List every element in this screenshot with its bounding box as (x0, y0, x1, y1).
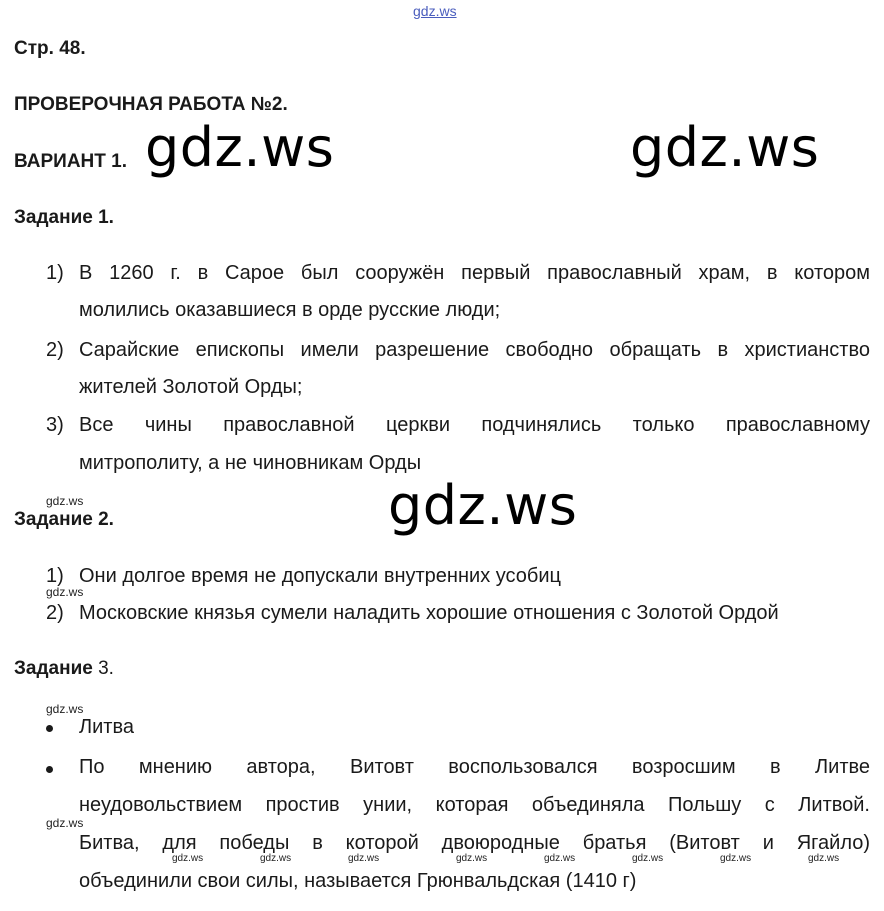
task2-title: Задание 2. (14, 509, 114, 530)
page-label: Стр. 48. (14, 38, 86, 59)
watermark-tiny: gdz.ws (348, 853, 380, 864)
item-number: 2) (46, 602, 64, 624)
item-line: Они долгое время не допускали внутренних усобиц (79, 565, 561, 587)
watermark-small: gdz.ws (46, 585, 84, 599)
task3-title-word: Задание (14, 658, 93, 679)
task3-title-num: 3. (92, 658, 114, 679)
item-line: молились оказавшиеся в орде русские люди; (79, 299, 501, 321)
item-number: 1) (46, 565, 64, 587)
item-line: Московские князья сумели наладить хорошие отношения с Золотой Ордой (79, 602, 779, 624)
bullet-icon (46, 766, 53, 773)
bullet-line: По мнению автора, Витовт воспользовался возросшим в Литве (79, 756, 870, 778)
bullet-icon (46, 725, 53, 732)
item-number: 2) (46, 339, 64, 361)
watermark-tiny: gdz.ws (720, 853, 752, 864)
item-line: митрополиту, а не чиновникам Орды (79, 452, 422, 474)
task3-title (14, 658, 114, 680)
watermark-large-1: gdz.ws (145, 116, 335, 179)
variant-label: ВАРИАНТ 1. (14, 151, 127, 172)
item-line: Все чины православной церкви подчинялись только православному (79, 414, 870, 436)
watermark-tiny: gdz.ws (172, 853, 204, 864)
watermark-large-3: gdz.ws (388, 474, 578, 537)
watermark-tiny: gdz.ws (808, 853, 840, 864)
watermark-small: gdz.ws (46, 816, 84, 830)
bullet-line: объединили свои силы, называется Грюнвальдская (1410 г) (79, 870, 637, 892)
watermark-small: gdz.ws (46, 494, 84, 508)
bullet-line: Битва, для победы в которой двоюродные братья (Витовт и Ягайло) (79, 832, 870, 854)
watermark-tiny: gdz.ws (260, 853, 292, 864)
item-line: В 1260 г. в Сарое был сооружён первый православный храм, в котором (79, 262, 870, 284)
watermark-top[interactable]: gdz.ws (413, 3, 457, 19)
bullet-line: Литва (79, 716, 134, 738)
task1-title: Задание 1. (14, 207, 114, 228)
bullet-line: неудовольствием простив унии, которая объединяла Польшу с Литвой. (79, 794, 870, 816)
item-number: 1) (46, 262, 64, 284)
item-line: жителей Золотой Орды; (79, 376, 303, 398)
watermark-small: gdz.ws (46, 702, 84, 716)
item-number: 3) (46, 414, 64, 436)
watermark-large-2: gdz.ws (630, 116, 820, 179)
watermark-tiny: gdz.ws (456, 853, 488, 864)
watermark-tiny: gdz.ws (632, 853, 664, 864)
item-line: Сарайские епископы имели разрешение свободно обращать в христианство (79, 339, 870, 361)
work-title: ПРОВЕРОЧНАЯ РАБОТА №2. (14, 94, 288, 115)
watermark-tiny: gdz.ws (544, 853, 576, 864)
